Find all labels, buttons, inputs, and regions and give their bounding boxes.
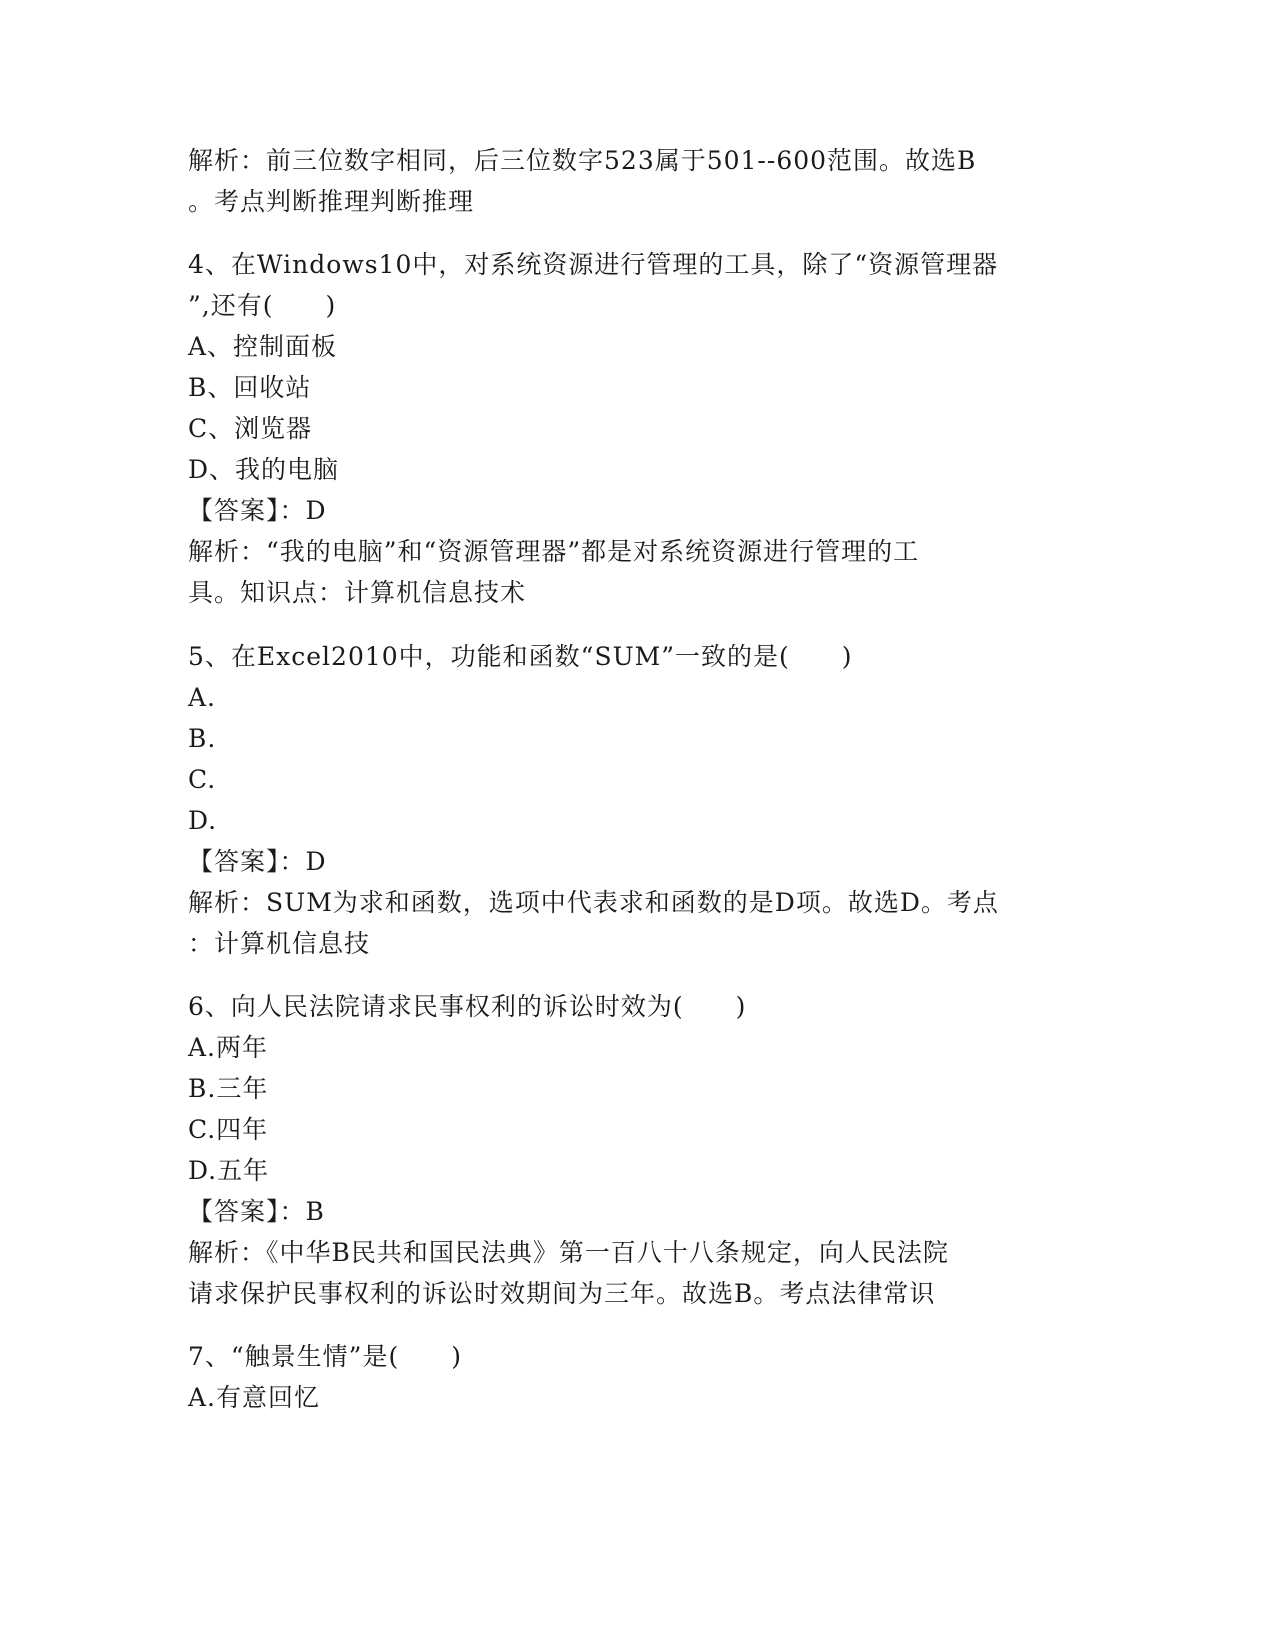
q5-question-line-1: 5、在Excel2010中，功能和函数“SUM”一致的是( ): [188, 642, 853, 671]
q5-analysis-line-2: ：计算机信息技: [188, 929, 371, 958]
q6-option-c: C.四年: [188, 1115, 269, 1144]
q5-option-d: D.: [188, 806, 218, 835]
q3-analysis-line-1: 解析：前三位数字相同，后三位数字523属于501--600范围。故选B: [188, 146, 977, 175]
q6-answer: 【答案】：B: [188, 1197, 325, 1226]
q3-analysis-line-2: 。考点判断推理判断推理: [188, 187, 475, 216]
q5-answer: 【答案】：D: [188, 847, 327, 876]
q4-option-c: C、浏览器: [188, 414, 313, 443]
q6-option-a: A.两年: [188, 1033, 269, 1062]
q6-question-line-1: 6、向人民法院请求民事权利的诉讼时效为( ): [188, 992, 747, 1021]
q6-option-b: B.三年: [188, 1074, 269, 1103]
q4-question-line-1: 4、在Windows10中，对系统资源进行管理的工具，除了“资源管理器: [188, 250, 999, 279]
q4-question-line-2: ”,还有( ): [188, 291, 337, 320]
q6-option-d: D.五年: [188, 1156, 270, 1185]
q4-option-b: B、回收站: [188, 373, 312, 402]
q5-option-b: B.: [188, 724, 217, 753]
q4-option-d: D、我的电脑: [188, 455, 340, 484]
q5-option-a: A.: [188, 683, 217, 712]
q7-option-a: A.有意回忆: [188, 1383, 321, 1412]
q5-option-c: C.: [188, 765, 217, 794]
q4-analysis-line-1: 解析：“我的电脑”和“资源管理器”都是对系统资源进行管理的工: [188, 537, 920, 566]
q4-answer: 【答案】：D: [188, 496, 327, 525]
q6-analysis-line-2: 请求保护民事权利的诉讼时效期间为三年。故选B。考点法律常识: [188, 1279, 936, 1308]
q4-analysis-line-2: 具。知识点：计算机信息技术: [188, 578, 527, 607]
q7-question-line-1: 7、“触景生情”是( ): [188, 1342, 462, 1371]
q4-option-a: A、控制面板: [188, 332, 338, 361]
q6-analysis-line-1: 解析：《中华B民共和国民法典》第一百八十八条规定，向人民法院: [188, 1238, 949, 1267]
q5-analysis-line-1: 解析：SUM为求和函数，选项中代表求和函数的是D项。故选D。考点: [188, 888, 999, 917]
